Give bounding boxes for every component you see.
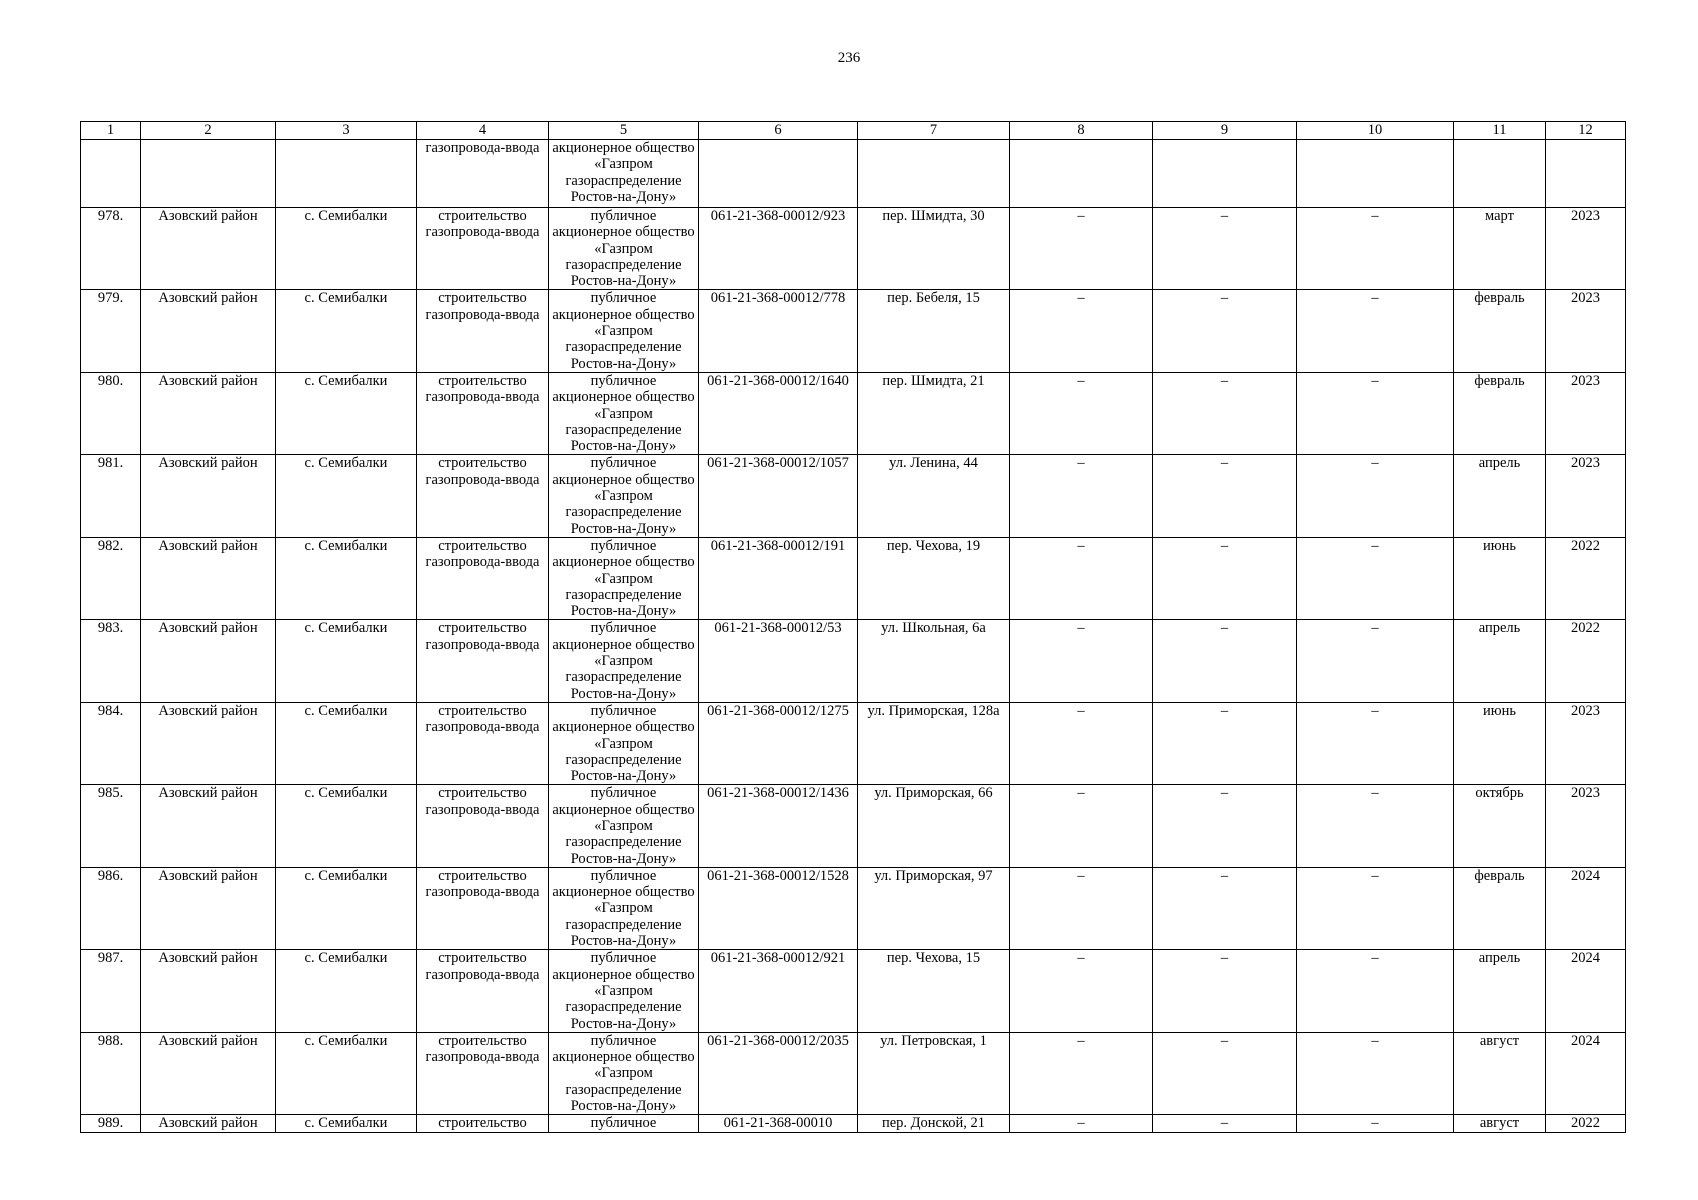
dash-cell: – [1297, 620, 1454, 702]
district-cell: Азовский район [141, 702, 276, 784]
code-cell: 061-21-368-00012/923 [699, 208, 858, 290]
settlement-cell: с. Семибалки [276, 950, 417, 1032]
organization-cell: публичное акционерное общество «Газпром газораспределение Ростов-на-Дону» [549, 1032, 699, 1114]
work-type-cell: газопровода-ввода [417, 140, 549, 208]
address-cell: пер. Чехова, 15 [858, 950, 1010, 1032]
year-cell: 2024 [1546, 1032, 1626, 1114]
column-header: 3 [276, 122, 417, 140]
organization-cell: публичное [549, 1115, 699, 1132]
work-type-cell: строительство газопровода-ввода [417, 372, 549, 454]
organization-cell: публичное акционерное общество «Газпром газораспределение Ростов-на-Дону» [549, 290, 699, 372]
table-cell [699, 140, 858, 208]
settlement-cell: с. Семибалки [276, 1032, 417, 1114]
dash-cell: – [1153, 785, 1297, 867]
column-header: 2 [141, 122, 276, 140]
dash-cell: – [1153, 455, 1297, 537]
address-cell: ул. Приморская, 66 [858, 785, 1010, 867]
address-cell: пер. Чехова, 19 [858, 537, 1010, 619]
district-cell: Азовский район [141, 1032, 276, 1114]
table-cell [1153, 140, 1297, 208]
district-cell: Азовский район [141, 785, 276, 867]
table-cell [141, 140, 276, 208]
column-header: 8 [1010, 122, 1153, 140]
page-number: 236 [837, 50, 861, 66]
month-cell: апрель [1454, 620, 1546, 702]
dash-cell: – [1297, 1115, 1454, 1132]
dash-cell: – [1153, 702, 1297, 784]
dash-cell: – [1153, 867, 1297, 949]
column-header: 12 [1546, 122, 1626, 140]
year-cell: 2024 [1546, 950, 1626, 1032]
month-cell: октябрь [1454, 785, 1546, 867]
year-cell: 2024 [1546, 867, 1626, 949]
table-cell [1546, 140, 1626, 208]
table-row [81, 785, 1626, 867]
organization-cell: публичное акционерное общество «Газпром газораспределение Ростов-на-Дону» [549, 455, 699, 537]
address-cell: ул. Школьная, 6а [858, 620, 1010, 702]
month-cell: февраль [1454, 867, 1546, 949]
work-type-cell: строительство газопровода-ввода [417, 950, 549, 1032]
dash-cell: – [1297, 950, 1454, 1032]
row-number-cell: 986. [81, 867, 141, 949]
dash-cell: – [1010, 1115, 1153, 1132]
code-cell: 061-21-368-00012/1640 [699, 372, 858, 454]
work-type-cell: строительство газопровода-ввода [417, 620, 549, 702]
dash-cell: – [1297, 537, 1454, 619]
work-type-cell: строительство газопровода-ввода [417, 537, 549, 619]
dash-cell: – [1153, 537, 1297, 619]
district-cell: Азовский район [141, 537, 276, 619]
dash-cell: – [1153, 372, 1297, 454]
dash-cell: – [1297, 867, 1454, 949]
organization-cell: публичное акционерное общество «Газпром газораспределение Ростов-на-Дону» [549, 702, 699, 784]
dash-cell: – [1297, 208, 1454, 290]
table-row [81, 950, 1626, 1032]
table-cell [858, 140, 1010, 208]
dash-cell: – [1297, 1032, 1454, 1114]
settlement-cell: с. Семибалки [276, 455, 417, 537]
work-type-cell: строительство газопровода-ввода [417, 1032, 549, 1114]
work-type-cell: строительство газопровода-ввода [417, 702, 549, 784]
work-type-cell: строительство газопровода-ввода [417, 290, 549, 372]
district-cell: Азовский район [141, 290, 276, 372]
dash-cell: – [1153, 950, 1297, 1032]
work-type-cell: строительство газопровода-ввода [417, 208, 549, 290]
year-cell: 2023 [1546, 208, 1626, 290]
settlement-cell: с. Семибалки [276, 290, 417, 372]
district-cell: Азовский район [141, 372, 276, 454]
column-header: 10 [1297, 122, 1454, 140]
row-number-cell: 983. [81, 620, 141, 702]
row-number-cell: 981. [81, 455, 141, 537]
month-cell: август [1454, 1032, 1546, 1114]
continuation-row [81, 140, 1626, 208]
month-cell: февраль [1454, 290, 1546, 372]
month-cell: март [1454, 208, 1546, 290]
code-cell: 061-21-368-00010 [699, 1115, 858, 1132]
month-cell: апрель [1454, 455, 1546, 537]
year-cell: 2022 [1546, 1115, 1626, 1132]
district-cell: Азовский район [141, 208, 276, 290]
register-table [80, 121, 1626, 1133]
table-row [81, 1032, 1626, 1114]
table-row [81, 620, 1626, 702]
month-cell: февраль [1454, 372, 1546, 454]
header-row [81, 122, 1626, 140]
row-number-cell: 980. [81, 372, 141, 454]
table-row [81, 372, 1626, 454]
dash-cell: – [1297, 455, 1454, 537]
work-type-cell: строительство газопровода-ввода [417, 785, 549, 867]
table-row [81, 537, 1626, 619]
month-cell: апрель [1454, 950, 1546, 1032]
dash-cell: – [1153, 290, 1297, 372]
address-cell: пер. Донской, 21 [858, 1115, 1010, 1132]
row-number-cell: 989. [81, 1115, 141, 1132]
dash-cell: – [1010, 537, 1153, 619]
dash-cell: – [1010, 950, 1153, 1032]
code-cell: 061-21-368-00012/1275 [699, 702, 858, 784]
table-cell [81, 140, 141, 208]
code-cell: 061-21-368-00012/921 [699, 950, 858, 1032]
district-cell: Азовский район [141, 455, 276, 537]
year-cell: 2023 [1546, 372, 1626, 454]
year-cell: 2023 [1546, 702, 1626, 784]
row-number-cell: 987. [81, 950, 141, 1032]
work-type-cell: строительство газопровода-ввода [417, 867, 549, 949]
organization-cell: акционерное общество «Газпром газораспределение Ростов-на-Дону» [549, 140, 699, 208]
dash-cell: – [1010, 785, 1153, 867]
district-cell: Азовский район [141, 1115, 276, 1132]
organization-cell: публичное акционерное общество «Газпром газораспределение Ростов-на-Дону» [549, 620, 699, 702]
year-cell: 2023 [1546, 290, 1626, 372]
table-row [81, 208, 1626, 290]
dash-cell: – [1153, 1032, 1297, 1114]
month-cell: август [1454, 1115, 1546, 1132]
row-number-cell: 985. [81, 785, 141, 867]
table-row [81, 290, 1626, 372]
dash-cell: – [1297, 372, 1454, 454]
settlement-cell: с. Семибалки [276, 208, 417, 290]
organization-cell: публичное акционерное общество «Газпром газораспределение Ростов-на-Дону» [549, 785, 699, 867]
code-cell: 061-21-368-00012/2035 [699, 1032, 858, 1114]
address-cell: пер. Бебеля, 15 [858, 290, 1010, 372]
table-cell [1010, 140, 1153, 208]
table-cell [1454, 140, 1546, 208]
table-row [81, 702, 1626, 784]
settlement-cell: с. Семибалки [276, 620, 417, 702]
settlement-cell: с. Семибалки [276, 1115, 417, 1132]
code-cell: 061-21-368-00012/53 [699, 620, 858, 702]
row-number-cell: 984. [81, 702, 141, 784]
month-cell: июнь [1454, 537, 1546, 619]
code-cell: 061-21-368-00012/191 [699, 537, 858, 619]
work-type-cell: строительство газопровода-ввода [417, 455, 549, 537]
row-number-cell: 988. [81, 1032, 141, 1114]
dash-cell: – [1010, 290, 1153, 372]
dash-cell: – [1010, 620, 1153, 702]
table-row [81, 867, 1626, 949]
settlement-cell: с. Семибалки [276, 702, 417, 784]
dash-cell: – [1010, 208, 1153, 290]
column-header: 7 [858, 122, 1010, 140]
settlement-cell: с. Семибалки [276, 785, 417, 867]
dash-cell: – [1010, 1032, 1153, 1114]
work-type-cell: строительство [417, 1115, 549, 1132]
column-header: 1 [81, 122, 141, 140]
organization-cell: публичное акционерное общество «Газпром газораспределение Ростов-на-Дону» [549, 208, 699, 290]
year-cell: 2023 [1546, 455, 1626, 537]
settlement-cell: с. Семибалки [276, 372, 417, 454]
address-cell: пер. Шмидта, 21 [858, 372, 1010, 454]
column-header: 4 [417, 122, 549, 140]
table-cell [276, 140, 417, 208]
settlement-cell: с. Семибалки [276, 867, 417, 949]
organization-cell: публичное акционерное общество «Газпром газораспределение Ростов-на-Дону» [549, 537, 699, 619]
code-cell: 061-21-368-00012/1436 [699, 785, 858, 867]
dash-cell: – [1153, 1115, 1297, 1132]
dash-cell: – [1297, 702, 1454, 784]
organization-cell: публичное акционерное общество «Газпром газораспределение Ростов-на-Дону» [549, 372, 699, 454]
dash-cell: – [1010, 372, 1153, 454]
month-cell: июнь [1454, 702, 1546, 784]
table-row [81, 455, 1626, 537]
organization-cell: публичное акционерное общество «Газпром газораспределение Ростов-на-Дону» [549, 867, 699, 949]
dash-cell: – [1297, 785, 1454, 867]
dash-cell: – [1010, 867, 1153, 949]
dash-cell: – [1297, 290, 1454, 372]
code-cell: 061-21-368-00012/778 [699, 290, 858, 372]
column-header: 9 [1153, 122, 1297, 140]
dash-cell: – [1010, 702, 1153, 784]
code-cell: 061-21-368-00012/1528 [699, 867, 858, 949]
settlement-cell: с. Семибалки [276, 537, 417, 619]
year-cell: 2023 [1546, 785, 1626, 867]
table-cell [1297, 140, 1454, 208]
address-cell: ул. Приморская, 128а [858, 702, 1010, 784]
dash-cell: – [1153, 208, 1297, 290]
organization-cell: публичное акционерное общество «Газпром газораспределение Ростов-на-Дону» [549, 950, 699, 1032]
column-header: 6 [699, 122, 858, 140]
dash-cell: – [1010, 455, 1153, 537]
dash-cell: – [1153, 620, 1297, 702]
address-cell: пер. Шмидта, 30 [858, 208, 1010, 290]
address-cell: ул. Петровская, 1 [858, 1032, 1010, 1114]
row-number-cell: 978. [81, 208, 141, 290]
table-row [81, 1115, 1626, 1132]
address-cell: ул. Ленина, 44 [858, 455, 1010, 537]
year-cell: 2022 [1546, 620, 1626, 702]
row-number-cell: 979. [81, 290, 141, 372]
code-cell: 061-21-368-00012/1057 [699, 455, 858, 537]
column-header: 11 [1454, 122, 1546, 140]
column-header: 5 [549, 122, 699, 140]
year-cell: 2022 [1546, 537, 1626, 619]
district-cell: Азовский район [141, 867, 276, 949]
district-cell: Азовский район [141, 950, 276, 1032]
district-cell: Азовский район [141, 620, 276, 702]
address-cell: ул. Приморская, 97 [858, 867, 1010, 949]
row-number-cell: 982. [81, 537, 141, 619]
